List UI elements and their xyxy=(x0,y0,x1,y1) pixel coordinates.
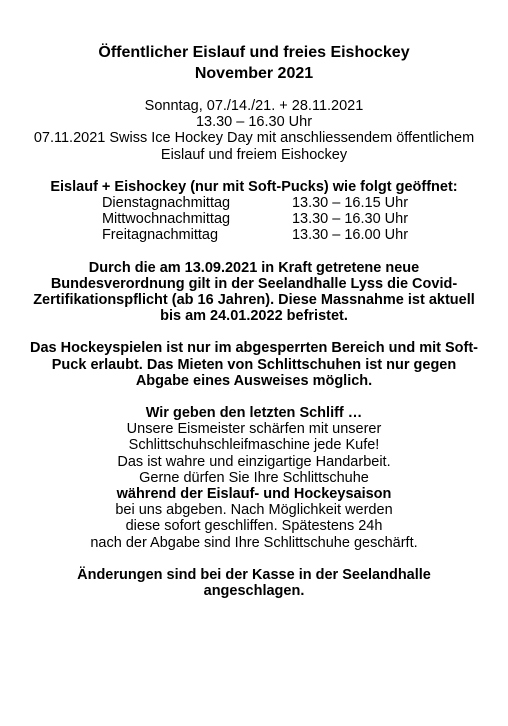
hockey-rules xyxy=(0,340,508,389)
table-row xyxy=(100,227,408,243)
sharpening-line-3: Das ist wahre und einzigartige Handarbeit. xyxy=(117,453,391,470)
sharpening-line-2: Schlittschuhschleifmaschine jede Kufe! xyxy=(128,437,380,454)
sunday-hours: 13.30 – 16.30 Uhr xyxy=(195,114,313,131)
schedule-day: Freitagnachmittag xyxy=(101,227,219,244)
hockey-line-1: Das Hockeyspielen ist nur im abgesperrten Bereich und mit Soft- xyxy=(30,340,478,357)
sharpening-line-1: Unsere Eismeister schärfen mit unserer xyxy=(126,421,382,438)
schedule-day: Dienstagnachmittag xyxy=(101,195,231,212)
sunday-dates: Sonntag, 07./14./21. + 28.11.2021 xyxy=(144,98,364,114)
footer-line-1: Änderungen sind bei der Kasse in der Seelandhalle xyxy=(77,566,431,583)
sharpening-line-5: während der Eislauf- und Hockeysaison xyxy=(116,486,392,503)
page-title xyxy=(0,42,508,84)
sharpening-line-4: Gerne dürfen Sie Ihre Schlittschuhe xyxy=(139,469,369,486)
sharpening-line-8: nach der Abgabe sind Ihre Schlittschuhe geschärft. xyxy=(90,534,418,551)
schedule-section xyxy=(0,179,508,244)
schedule-heading: Eislauf + Eishockey (nur mit Soft-Pucks) wie folgt geöffnet: xyxy=(50,178,458,195)
title-line-2: November 2021 xyxy=(194,65,314,82)
title-line-1: Öffentlicher Eislauf und freies Eishockey xyxy=(98,44,410,61)
sunday-info xyxy=(0,98,508,163)
footer-note xyxy=(0,567,508,599)
covid-line-2: Bundesverordnung gilt in der Seelandhalle Lyss die Covid- xyxy=(50,275,458,292)
sharpening-section xyxy=(0,405,508,551)
schedule-time: 13.30 – 16.00 Uhr xyxy=(291,227,409,244)
covid-notice xyxy=(0,260,508,325)
footer-line-2: angeschlagen. xyxy=(203,583,305,600)
hockey-line-2: Puck erlaubt. Das Mieten von Schlittschuhen ist nur gegen xyxy=(51,356,457,373)
covid-line-4: bis am 24.01.2022 befristet. xyxy=(160,308,348,325)
sharpening-heading: Wir geben den letzten Schliff … xyxy=(145,405,363,422)
schedule-time: 13.30 – 16.30 Uhr xyxy=(291,211,409,228)
covid-line-3: Zertifikationspflicht (ab 16 Jahren). Diese Massnahme ist aktuell xyxy=(33,292,475,309)
covid-line-1: Durch die am 13.09.2021 in Kraft getretene neue xyxy=(88,259,420,276)
table-row xyxy=(100,195,408,211)
hockey-day-note: 07.11.2021 Swiss Ice Hockey Day mit anschliessendem öffentlichem xyxy=(33,130,475,147)
sharpening-line-7: diese sofort geschliffen. Spätestens 24h xyxy=(125,518,383,535)
hockey-line-3: Abgabe eines Ausweises möglich. xyxy=(135,372,373,389)
sharpening-line-6: bei uns abgeben. Nach Möglichkeit werden xyxy=(115,502,393,519)
table-row xyxy=(100,211,408,227)
hockey-day-note-cont: Eislauf und freiem Eishockey xyxy=(160,146,348,163)
schedule-day: Mittwochnachmittag xyxy=(101,211,231,228)
schedule-table xyxy=(100,195,408,244)
schedule-time: 13.30 – 16.15 Uhr xyxy=(291,195,409,212)
